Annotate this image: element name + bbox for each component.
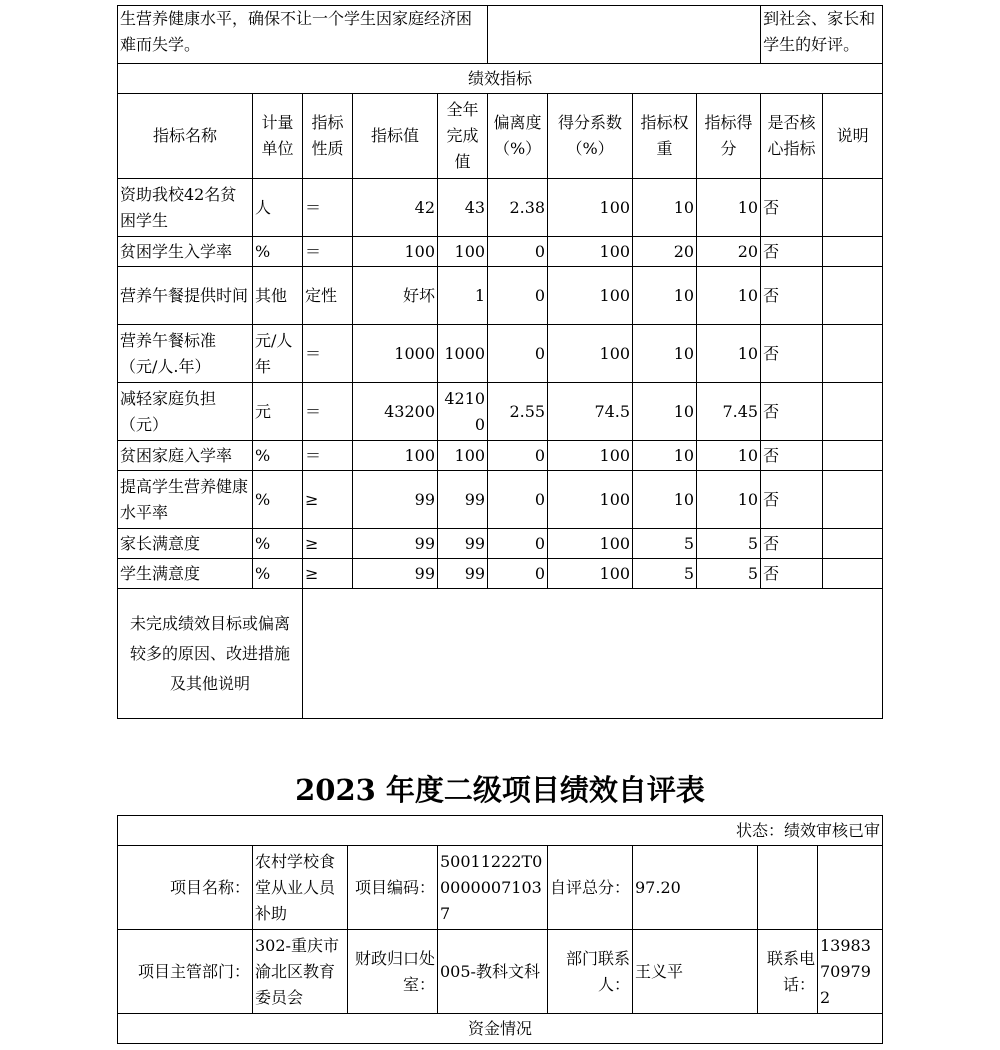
section-title-row [118,64,883,94]
indicator-note [823,325,883,383]
top-fragment-right: 到社会、家长和学生的好评。 [761,6,883,64]
indicator-unit: % [253,441,303,471]
indicator-score: 10 [697,325,761,383]
indicator-row [118,179,883,237]
indicator-nature: ＝ [303,179,353,237]
indicator-deviation: 2.38 [488,179,548,237]
reason-value [303,589,883,719]
indicator-name: 营养午餐提供时间 [118,267,253,325]
indicator-actual: 99 [438,559,488,589]
indicator-core: 否 [761,325,823,383]
indicator-score: 10 [697,179,761,237]
indicator-nature: ＝ [303,237,353,267]
indicator-note [823,179,883,237]
hdr-name: 指标名称 [118,94,253,179]
indicator-name: 贫困家庭入学率 [118,441,253,471]
project-row-empty-2 [818,846,883,930]
indicator-actual: 99 [438,529,488,559]
hdr-deviation: 偏离度（%） [488,94,548,179]
indicator-score: 5 [697,529,761,559]
indicator-note [823,237,883,267]
indicator-actual: 100 [438,237,488,267]
reason-row [118,589,883,719]
indicator-unit: % [253,529,303,559]
indicator-value: 43200 [353,383,438,441]
indicator-weight: 10 [633,471,697,529]
project-info-table [117,815,883,1044]
indicator-deviation: 0 [488,529,548,559]
indicator-score: 7.45 [697,383,761,441]
indicator-actual: 99 [438,471,488,529]
indicator-coef: 100 [548,179,633,237]
indicator-header-row [118,94,883,179]
indicator-value: 99 [353,529,438,559]
indicator-score: 10 [697,441,761,471]
indicator-score: 10 [697,471,761,529]
indicator-weight: 10 [633,441,697,471]
indicator-unit: % [253,237,303,267]
indicator-name: 提高学生营养健康水平率 [118,471,253,529]
indicator-coef: 100 [548,267,633,325]
indicator-row [118,529,883,559]
contact-label: 部门联系人： [548,930,633,1014]
indicator-core: 否 [761,237,823,267]
indicator-unit: % [253,471,303,529]
indicator-nature: ≥ [303,559,353,589]
indicator-weight: 5 [633,559,697,589]
indicator-name: 营养午餐标准（元/人.年） [118,325,253,383]
indicator-actual: 1000 [438,325,488,383]
dept-value: 302-重庆市渝北区教育委员会 [253,930,348,1014]
indicator-core: 否 [761,383,823,441]
indicator-core: 否 [761,267,823,325]
phone-label: 联系电话： [758,930,818,1014]
indicator-weight: 5 [633,529,697,559]
contact-value: 王义平 [633,930,758,1014]
indicator-value: 好坏 [353,267,438,325]
indicator-core: 否 [761,529,823,559]
indicator-unit: 其他 [253,267,303,325]
department-row [118,930,883,1014]
indicator-note [823,441,883,471]
indicator-nature: ＝ [303,383,353,441]
hdr-actual: 全年完成值 [438,94,488,179]
project-code-value: 50011222T000000071037 [438,846,548,930]
indicator-value: 99 [353,471,438,529]
indicator-value: 42 [353,179,438,237]
indicator-unit: 人 [253,179,303,237]
indicator-nature: ＝ [303,325,353,383]
indicator-deviation: 0 [488,237,548,267]
indicator-actual: 100 [438,441,488,471]
indicator-note [823,559,883,589]
indicator-name: 家长满意度 [118,529,253,559]
finance-value: 005-教科文科 [438,930,548,1014]
finance-label: 财政归口处室： [348,930,438,1014]
indicator-core: 否 [761,559,823,589]
indicator-unit: 元 [253,383,303,441]
hdr-unit: 计量单位 [253,94,303,179]
indicator-coef: 100 [548,559,633,589]
indicator-coef: 74.5 [548,383,633,441]
hdr-nature: 指标性质 [303,94,353,179]
indicator-weight: 10 [633,179,697,237]
hdr-score: 指标得分 [697,94,761,179]
phone-value: 13983709792 [818,930,883,1014]
indicator-value: 99 [353,559,438,589]
indicator-deviation: 2.55 [488,383,548,441]
funds-title-row [118,1014,883,1044]
hdr-value: 指标值 [353,94,438,179]
indicator-actual: 43 [438,179,488,237]
self-score-label: 自评总分： [548,846,633,930]
hdr-weight: 指标权重 [633,94,697,179]
project-code-label: 项目编码： [348,846,438,930]
indicator-actual: 42100 [438,383,488,441]
indicator-coef: 100 [548,237,633,267]
indicator-row [118,383,883,441]
indicator-name: 学生满意度 [118,559,253,589]
indicator-value: 100 [353,237,438,267]
project-row [118,846,883,930]
hdr-note: 说明 [823,94,883,179]
indicator-name: 贫困学生入学率 [118,237,253,267]
indicator-row [118,559,883,589]
indicator-deviation: 0 [488,441,548,471]
indicator-core: 否 [761,179,823,237]
indicator-value: 100 [353,441,438,471]
hdr-coef: 得分系数（%） [548,94,633,179]
indicator-weight: 10 [633,267,697,325]
project-row-empty-1 [758,846,818,930]
indicator-weight: 10 [633,383,697,441]
indicator-core: 否 [761,471,823,529]
indicator-score: 10 [697,267,761,325]
page-title: 2023 年度二级项目绩效自评表 [295,773,705,807]
indicator-name: 减轻家庭负担（元） [118,383,253,441]
indicator-actual: 1 [438,267,488,325]
top-fragment-row [118,6,883,64]
indicator-coef: 100 [548,325,633,383]
funds-title: 资金情况 [118,1014,883,1044]
status-text: 状态：绩效审核已审 [118,816,883,846]
project-name-value: 农村学校食堂从业人员补助 [253,846,348,930]
indicator-nature: ＝ [303,441,353,471]
project-name-label: 项目名称： [118,846,253,930]
indicator-weight: 10 [633,325,697,383]
indicator-weight: 20 [633,237,697,267]
indicator-value: 1000 [353,325,438,383]
indicator-nature: 定性 [303,267,353,325]
indicator-core: 否 [761,441,823,471]
indicator-coef: 100 [548,441,633,471]
indicator-deviation: 0 [488,325,548,383]
indicator-name: 资助我校42名贫困学生 [118,179,253,237]
top-fragment-left: 生营养健康水平，确保不让一个学生因家庭经济困难而失学。 [118,6,488,64]
indicator-note [823,471,883,529]
indicator-note [823,529,883,559]
indicator-nature: ≥ [303,471,353,529]
indicator-nature: ≥ [303,529,353,559]
indicator-row [118,441,883,471]
hdr-core: 是否核心指标 [761,94,823,179]
self-score-value: 97.20 [633,846,758,930]
indicator-deviation: 0 [488,559,548,589]
section-title: 绩效指标 [118,64,883,94]
indicator-unit: 元/人年 [253,325,303,383]
reason-label: 未完成绩效目标或偏离较多的原因、改进措施及其他说明 [118,589,303,719]
status-row [118,816,883,846]
indicator-row [118,237,883,267]
indicator-row [118,325,883,383]
indicator-score: 20 [697,237,761,267]
dept-label: 项目主管部门： [118,930,253,1014]
indicator-deviation: 0 [488,267,548,325]
indicator-row [118,267,883,325]
performance-indicators-table [117,5,883,719]
indicator-score: 5 [697,559,761,589]
indicator-note [823,267,883,325]
indicator-coef: 100 [548,471,633,529]
top-fragment-middle [488,6,761,64]
indicator-unit: % [253,559,303,589]
indicator-deviation: 0 [488,471,548,529]
indicator-row [118,471,883,529]
indicator-coef: 100 [548,529,633,559]
indicator-note [823,383,883,441]
